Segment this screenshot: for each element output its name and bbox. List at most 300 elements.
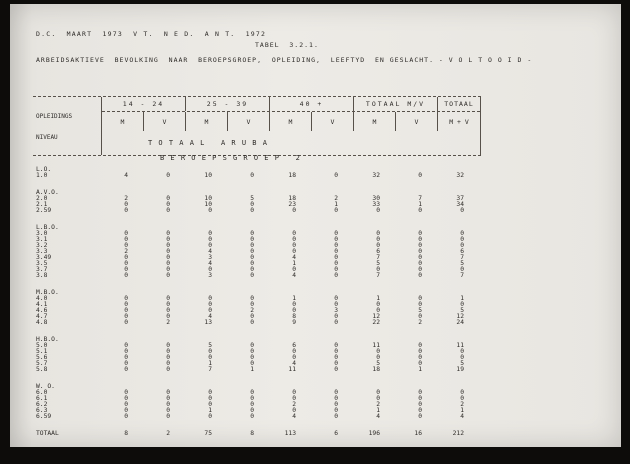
cell-value: 0 <box>418 236 422 243</box>
cell-value: 0 <box>166 366 170 373</box>
cell-value: 11 <box>456 342 464 349</box>
column-group-row <box>102 97 480 112</box>
cell-value: 0 <box>418 295 422 302</box>
cell-value: 0 <box>292 266 296 273</box>
cell-value: 212 <box>452 430 464 437</box>
cell-value: 0 <box>460 395 464 402</box>
row-code: 4.7 <box>36 313 48 320</box>
cell-value: 0 <box>124 242 128 249</box>
cell-value: 0 <box>418 172 422 179</box>
cell-value: 0 <box>124 342 128 349</box>
cell-value: 0 <box>166 266 170 273</box>
row-code: 1.0 <box>36 172 48 179</box>
cell-value: 5 <box>250 195 254 202</box>
cell-value: 0 <box>124 266 128 273</box>
cell-value: 0 <box>460 230 464 237</box>
group-label: L.O. <box>36 166 52 173</box>
row-code: 3.8 <box>36 272 48 279</box>
cell-value: 0 <box>460 301 464 308</box>
cell-value: 0 <box>250 242 254 249</box>
column-sub-header: M <box>102 112 144 131</box>
cell-value: 0 <box>250 313 254 320</box>
cell-value: 0 <box>166 401 170 408</box>
cell-value: 0 <box>124 301 128 308</box>
cell-value: 0 <box>418 272 422 279</box>
cell-value: 30 <box>372 195 380 202</box>
cell-value: 7 <box>376 254 380 261</box>
cell-value: 0 <box>250 348 254 355</box>
cell-value: 0 <box>208 401 212 408</box>
table-row <box>33 431 481 437</box>
cell-value: 0 <box>208 266 212 273</box>
table-row <box>33 320 481 326</box>
cell-value: 0 <box>250 207 254 214</box>
cell-value: 0 <box>292 248 296 255</box>
cell-value: 0 <box>334 207 338 214</box>
cell-value: 0 <box>460 242 464 249</box>
cell-value: 16 <box>414 430 422 437</box>
row-header-cell <box>33 97 101 155</box>
cell-value: 0 <box>250 342 254 349</box>
table-header <box>33 96 481 156</box>
cell-value: 0 <box>166 195 170 202</box>
cell-value: 0 <box>166 307 170 314</box>
cell-value: 0 <box>292 207 296 214</box>
row-code: 5.0 <box>36 342 48 349</box>
cell-value: 0 <box>250 354 254 361</box>
cell-value: 0 <box>376 242 380 249</box>
cell-value: 2 <box>376 401 380 408</box>
cell-value: 0 <box>334 313 338 320</box>
cell-value: 0 <box>418 254 422 261</box>
cell-value: 5 <box>208 342 212 349</box>
cell-value: 0 <box>208 242 212 249</box>
cell-value: 0 <box>124 254 128 261</box>
cell-value: 0 <box>418 360 422 367</box>
cell-value: 0 <box>166 301 170 308</box>
cell-value: 0 <box>208 354 212 361</box>
row-code: 2.0 <box>36 195 48 202</box>
cell-value: 0 <box>124 201 128 208</box>
cell-value: 2 <box>124 195 128 202</box>
cell-value: 0 <box>208 301 212 308</box>
cell-value: 0 <box>250 230 254 237</box>
row-header-line2: NIVEAU <box>36 134 58 141</box>
row-code: 4.1 <box>36 301 48 308</box>
column-sub-header: M <box>186 112 228 131</box>
group-label: A.V.O. <box>36 189 59 196</box>
cell-value: 0 <box>208 389 212 396</box>
cell-value: 0 <box>418 266 422 273</box>
cell-value: 0 <box>124 260 128 267</box>
cell-value: 0 <box>166 295 170 302</box>
cell-value: 0 <box>376 266 380 273</box>
column-group-header: TOTAAL <box>444 100 474 108</box>
cell-value: 0 <box>250 248 254 255</box>
cell-value: 2 <box>250 307 254 314</box>
cell-value: 0 <box>166 260 170 267</box>
cell-value: 0 <box>166 248 170 255</box>
cell-value: 0 <box>376 354 380 361</box>
cell-value: 5 <box>376 360 380 367</box>
cell-value: 0 <box>124 407 128 414</box>
cell-value: 0 <box>376 389 380 396</box>
cell-value: 6 <box>292 342 296 349</box>
cell-value: 6 <box>376 248 380 255</box>
cell-value: 0 <box>334 348 338 355</box>
cell-value: 0 <box>124 395 128 402</box>
cell-value: 4 <box>208 260 212 267</box>
cell-value: 19 <box>456 366 464 373</box>
cell-value: 0 <box>418 207 422 214</box>
cell-value: 0 <box>166 242 170 249</box>
cell-value: 4 <box>292 413 296 420</box>
cell-value: 0 <box>166 354 170 361</box>
cell-value: 10 <box>204 201 212 208</box>
document-page <box>10 4 621 447</box>
cell-value: 0 <box>334 395 338 402</box>
cell-value: 0 <box>166 342 170 349</box>
group-label: W. O. <box>36 383 55 390</box>
table-body <box>33 167 481 437</box>
row-code: 3.49 <box>36 254 52 261</box>
group-label: L.B.O. <box>36 224 59 231</box>
cell-value: 0 <box>292 236 296 243</box>
table-row <box>33 173 481 179</box>
cell-value: 0 <box>292 354 296 361</box>
row-code: 3.3 <box>36 248 48 255</box>
cell-value: 0 <box>376 395 380 402</box>
cell-value: 24 <box>456 319 464 326</box>
cell-value: 0 <box>418 248 422 255</box>
cell-value: 0 <box>208 307 212 314</box>
cell-value: 0 <box>418 342 422 349</box>
table-group <box>33 190 481 214</box>
cell-value: 113 <box>284 430 296 437</box>
cell-value: 1 <box>376 407 380 414</box>
cell-value: 0 <box>166 395 170 402</box>
cell-value: 4 <box>376 413 380 420</box>
cell-value: 0 <box>250 172 254 179</box>
cell-value: 11 <box>288 366 296 373</box>
column-group-header: 40 + <box>270 97 354 111</box>
cell-value: 7 <box>418 195 422 202</box>
cell-value: 4 <box>124 172 128 179</box>
cell-value: 0 <box>292 389 296 396</box>
cell-value: 0 <box>418 242 422 249</box>
cell-value: 1 <box>376 295 380 302</box>
cell-value: 1 <box>250 366 254 373</box>
cell-value: 0 <box>250 407 254 414</box>
cell-value: 0 <box>334 254 338 261</box>
cell-value: 0 <box>250 295 254 302</box>
document-header: D.C. MAART 1973 V T. N E D. A N T. 1972 <box>36 30 267 38</box>
cell-value: 5 <box>376 260 380 267</box>
cell-value: 7 <box>376 272 380 279</box>
cell-value: 0 <box>166 313 170 320</box>
cell-value: 8 <box>250 430 254 437</box>
column-group-header: 14 - 24 <box>102 97 186 111</box>
row-code: 6.59 <box>36 413 52 420</box>
row-code: 4.6 <box>36 307 48 314</box>
cell-value: 0 <box>334 272 338 279</box>
cell-value: 0 <box>292 301 296 308</box>
cell-value: 0 <box>124 401 128 408</box>
cell-value: 0 <box>124 236 128 243</box>
cell-value: 0 <box>376 301 380 308</box>
section-title-totaal-aruba: T O T A A L A R U B A <box>148 139 268 147</box>
row-code: 6.2 <box>36 401 48 408</box>
cell-value: 5 <box>460 360 464 367</box>
cell-value: 0 <box>334 295 338 302</box>
cell-value: 0 <box>460 389 464 396</box>
cell-value: 0 <box>124 389 128 396</box>
cell-value: 0 <box>460 354 464 361</box>
table-row <box>33 208 481 214</box>
cell-value: 0 <box>334 172 338 179</box>
cell-value: 0 <box>376 236 380 243</box>
cell-value: 0 <box>460 236 464 243</box>
cell-value: 0 <box>166 389 170 396</box>
row-code: 6.3 <box>36 407 48 414</box>
cell-value: 196 <box>368 430 380 437</box>
cell-value: 5 <box>418 307 422 314</box>
cell-value: 0 <box>124 319 128 326</box>
cell-value: 18 <box>288 172 296 179</box>
cell-value: 0 <box>124 295 128 302</box>
cell-value: 13 <box>204 319 212 326</box>
cell-value: 7 <box>208 366 212 373</box>
cell-value: 0 <box>124 307 128 314</box>
table-group <box>33 167 481 179</box>
cell-value: 34 <box>456 201 464 208</box>
cell-value: 0 <box>418 348 422 355</box>
cell-value: 0 <box>166 254 170 261</box>
cell-value: 0 <box>334 266 338 273</box>
cell-value: 0 <box>124 366 128 373</box>
cell-value: 1 <box>208 360 212 367</box>
cell-value: 22 <box>372 319 380 326</box>
cell-value: 0 <box>250 236 254 243</box>
cell-value: 23 <box>288 201 296 208</box>
cell-value: 0 <box>250 260 254 267</box>
cell-value: 12 <box>456 313 464 320</box>
cell-value: 5 <box>460 260 464 267</box>
cell-value: 37 <box>456 195 464 202</box>
cell-value: 75 <box>204 430 212 437</box>
column-group-header: 25 - 39 <box>186 97 270 111</box>
table-group <box>33 225 481 279</box>
row-code: 4.8 <box>36 319 48 326</box>
cell-value: 0 <box>418 413 422 420</box>
cell-value: 8 <box>124 430 128 437</box>
cell-value: 2 <box>460 401 464 408</box>
row-code: 3.7 <box>36 266 48 273</box>
cell-value: 0 <box>124 348 128 355</box>
cell-value: 0 <box>250 319 254 326</box>
cell-value: 0 <box>376 207 380 214</box>
document-subtitle: ARBEIDSAKTIEVE BEVOLKING NAAR BEROEPSGROEP, OPLEIDING, LEEFTYD EN GESLACHT. - V O L T O O I D - <box>36 56 533 64</box>
cell-value: 0 <box>334 301 338 308</box>
column-group-header: TOTAAL M/V <box>354 97 438 111</box>
cell-value: 0 <box>334 319 338 326</box>
cell-value: 0 <box>124 207 128 214</box>
cell-value: 0 <box>418 260 422 267</box>
cell-value: 2 <box>124 248 128 255</box>
cell-value: 0 <box>334 342 338 349</box>
column-sub-header: V <box>312 112 354 131</box>
cell-value: 0 <box>166 348 170 355</box>
tabel-number: TABEL 3.2.1. <box>255 41 319 49</box>
cell-value: 0 <box>376 348 380 355</box>
table-group <box>33 337 481 373</box>
group-label: M.B.O. <box>36 289 59 296</box>
row-code: 3.2 <box>36 242 48 249</box>
cell-value: 0 <box>292 407 296 414</box>
row-code: 3.5 <box>36 260 48 267</box>
cell-value: 0 <box>250 413 254 420</box>
cell-value: 2 <box>166 319 170 326</box>
cell-value: 0 <box>334 407 338 414</box>
cell-value: 0 <box>292 348 296 355</box>
cell-value: 0 <box>418 395 422 402</box>
cell-value: 1 <box>418 201 422 208</box>
cell-value: 0 <box>334 413 338 420</box>
cell-value: 0 <box>418 301 422 308</box>
cell-value: 0 <box>250 254 254 261</box>
column-sub-header: V <box>228 112 270 131</box>
row-code: TOTAAL <box>36 430 59 437</box>
cell-value: 2 <box>418 319 422 326</box>
cell-value: 0 <box>166 172 170 179</box>
cell-value: 0 <box>250 401 254 408</box>
column-sub-header: M <box>270 112 312 131</box>
cell-value: 0 <box>250 272 254 279</box>
cell-value: 10 <box>204 172 212 179</box>
cell-value: 0 <box>250 301 254 308</box>
cell-value: 4 <box>292 272 296 279</box>
row-code: 5.1 <box>36 348 48 355</box>
cell-value: 0 <box>208 230 212 237</box>
cell-value: 0 <box>418 230 422 237</box>
cell-value: 0 <box>166 272 170 279</box>
cell-value: 0 <box>250 360 254 367</box>
table-group <box>33 384 481 420</box>
cell-value: 0 <box>334 360 338 367</box>
cell-value: 1 <box>292 260 296 267</box>
row-code: 5.8 <box>36 366 48 373</box>
cell-value: 0 <box>208 236 212 243</box>
cell-value: 1 <box>460 295 464 302</box>
cell-value: 32 <box>372 172 380 179</box>
cell-value: 4 <box>292 254 296 261</box>
cell-value: 0 <box>166 201 170 208</box>
cell-value: 0 <box>292 230 296 237</box>
row-header-line1: OPLEIDINGS <box>36 113 73 120</box>
cell-value: 0 <box>250 266 254 273</box>
cell-value: 0 <box>418 354 422 361</box>
row-code: 3.1 <box>36 236 48 243</box>
cell-value: 0 <box>124 354 128 361</box>
cell-value: 2 <box>334 195 338 202</box>
cell-value: 5 <box>460 307 464 314</box>
table-row <box>33 367 481 373</box>
column-sub-row <box>102 112 480 131</box>
table-group <box>33 290 481 326</box>
cell-value: 3 <box>208 272 212 279</box>
cell-value: 0 <box>124 272 128 279</box>
column-sub-header: V <box>396 112 438 131</box>
cell-value: 0 <box>460 207 464 214</box>
cell-value: 0 <box>250 395 254 402</box>
row-code: 3.0 <box>36 230 48 237</box>
cell-value: 4 <box>292 360 296 367</box>
cell-value: 0 <box>460 348 464 355</box>
cell-value: 0 <box>208 413 212 420</box>
cell-value: 0 <box>166 207 170 214</box>
table-row <box>33 273 481 279</box>
cell-value: 0 <box>250 389 254 396</box>
cell-value: 7 <box>460 272 464 279</box>
cell-value: 6 <box>460 248 464 255</box>
cell-value: 3 <box>334 307 338 314</box>
cell-value: 33 <box>372 201 380 208</box>
cell-value: 3 <box>208 254 212 261</box>
cell-value: 4 <box>460 413 464 420</box>
column-sub-header: V <box>144 112 186 131</box>
row-code: 4.0 <box>36 295 48 302</box>
cell-value: 1 <box>460 407 464 414</box>
cell-value: 0 <box>418 401 422 408</box>
cell-value: 0 <box>334 366 338 373</box>
cell-value: 2 <box>166 430 170 437</box>
cell-value: 8 <box>292 313 296 320</box>
cell-value: 1 <box>334 201 338 208</box>
cell-value: 1 <box>418 366 422 373</box>
cell-value: 0 <box>334 354 338 361</box>
cell-value: 11 <box>372 342 380 349</box>
cell-value: 0 <box>166 230 170 237</box>
cell-value: 0 <box>334 230 338 237</box>
cell-value: 7 <box>460 254 464 261</box>
cell-value: 4 <box>208 313 212 320</box>
cell-value: 18 <box>372 366 380 373</box>
cell-value: 0 <box>334 248 338 255</box>
cell-value: 1 <box>208 407 212 414</box>
cell-value: 0 <box>292 242 296 249</box>
cell-value: 4 <box>208 248 212 255</box>
cell-value: 0 <box>208 348 212 355</box>
cell-value: 0 <box>166 413 170 420</box>
cell-value: 0 <box>334 236 338 243</box>
cell-value: 0 <box>292 307 296 314</box>
cell-value: 12 <box>372 313 380 320</box>
cell-value: 2 <box>292 401 296 408</box>
row-code: 6.1 <box>36 395 48 402</box>
cell-value: 0 <box>166 360 170 367</box>
row-code: 6.0 <box>36 389 48 396</box>
cell-value: 1 <box>292 295 296 302</box>
row-code: 5.6 <box>36 354 48 361</box>
cell-value: 0 <box>460 266 464 273</box>
cell-value: 0 <box>124 360 128 367</box>
cell-value: 0 <box>292 395 296 402</box>
cell-value: 0 <box>418 407 422 414</box>
cell-value: 0 <box>208 295 212 302</box>
row-code: 2.59 <box>36 207 52 214</box>
cell-value: 0 <box>250 201 254 208</box>
table-row <box>33 414 481 420</box>
